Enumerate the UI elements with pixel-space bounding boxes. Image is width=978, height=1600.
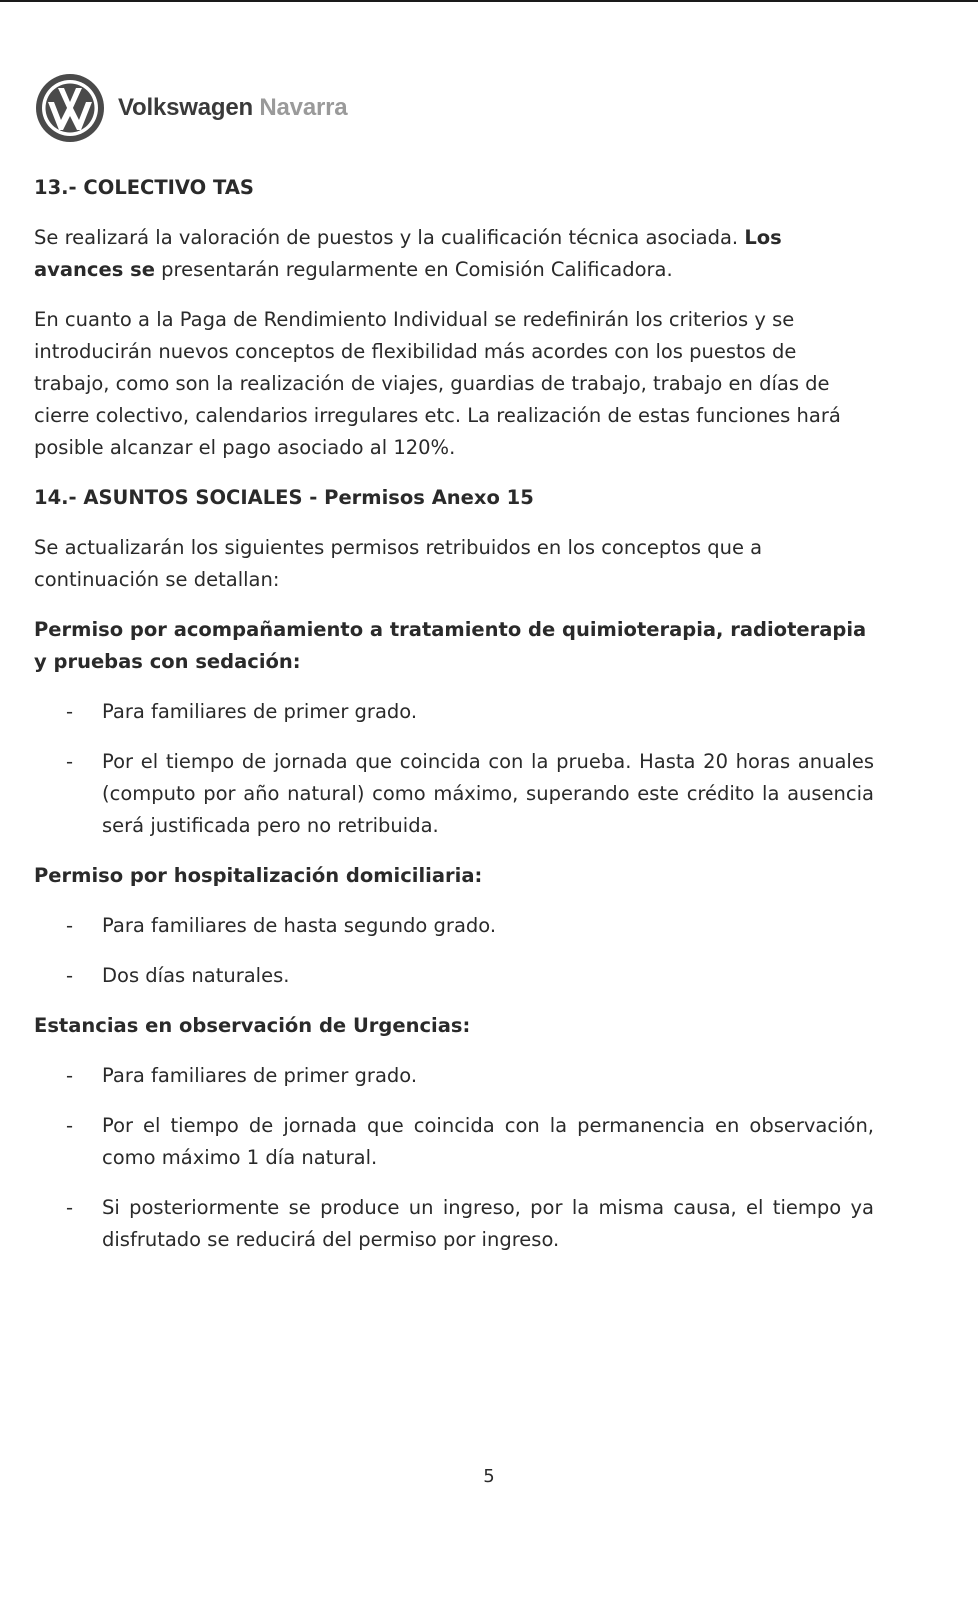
list-item: - Para familiares de primer grado. [34, 696, 874, 728]
permit-list-emergency-observation [34, 1060, 874, 1256]
document-body [34, 172, 874, 1274]
section-13-paragraph-2: En cuanto a la Paga de Rendimiento Individual se redefinirán los criterios y se introducirán nuevos conceptos de flexibilidad más acordes con los puestos de trabajo, como son la realización de viajes, guardias de trabajo, trabajo en días de cierre colectivo, calendarios irregulares etc. La realización de estas funciones hará posible alcanzar el pago asociado al 120%. [34, 308, 841, 459]
permit-heading-home-hospitalization: Permiso por hospitalización domiciliaria: [34, 864, 483, 887]
list-item: - Dos días naturales. [34, 960, 874, 992]
paragraph-1-text: Se realizará la valoración de puestos y la cualificación técnica asociada. [34, 226, 739, 249]
permit-heading-chemotherapy: Permiso por acompañamiento a tratamiento de quimioterapia, radioterapia y pruebas con sedación: [34, 618, 867, 673]
letterhead [34, 72, 347, 144]
section-14-title: 14.- ASUNTOS SOCIALES - Permisos Anexo 15 [34, 486, 534, 509]
page-number: 5 [483, 1466, 495, 1487]
section-13-paragraph-1 [34, 222, 874, 286]
list-item: - Para familiares de hasta segundo grado. [34, 910, 874, 942]
list-item: - Para familiares de primer grado. [34, 1060, 874, 1092]
list-item: - Por el tiempo de jornada que coincida con la prueba. Hasta 20 horas anuales (computo por año natural) como máximo, superando este crédito la ausencia será justificada pero no retribuida. [34, 746, 874, 842]
paragraph-1-rest: presentarán regularmente en Comisión Calificadora. [161, 258, 673, 281]
brand-main-text: Volkswagen [118, 94, 253, 121]
list-item: - Por el tiempo de jornada que coincida con la permanencia en observación, como máximo 1 día natural. [34, 1110, 874, 1174]
permit-list-home-hospitalization [34, 910, 874, 992]
brand-sub-text: Navarra [259, 94, 348, 121]
list-item: - Si posteriormente se produce un ingreso, por la misma causa, el tiempo ya disfrutado se reducirá del permiso por ingreso. [34, 1192, 874, 1256]
permit-list-chemotherapy [34, 696, 874, 842]
brand-name [118, 94, 347, 122]
permit-heading-emergency-observation: Estancias en observación de Urgencias: [34, 1014, 471, 1037]
paragraph-1-bold: Los avances se [34, 226, 782, 281]
section-14-intro: Se actualizarán los siguientes permisos retribuidos en los conceptos que a continuación se detallan: [34, 536, 763, 591]
volkswagen-logo-icon [34, 72, 106, 144]
top-border [0, 0, 978, 2]
section-13-title: 13.- COLECTIVO TAS [34, 176, 254, 199]
